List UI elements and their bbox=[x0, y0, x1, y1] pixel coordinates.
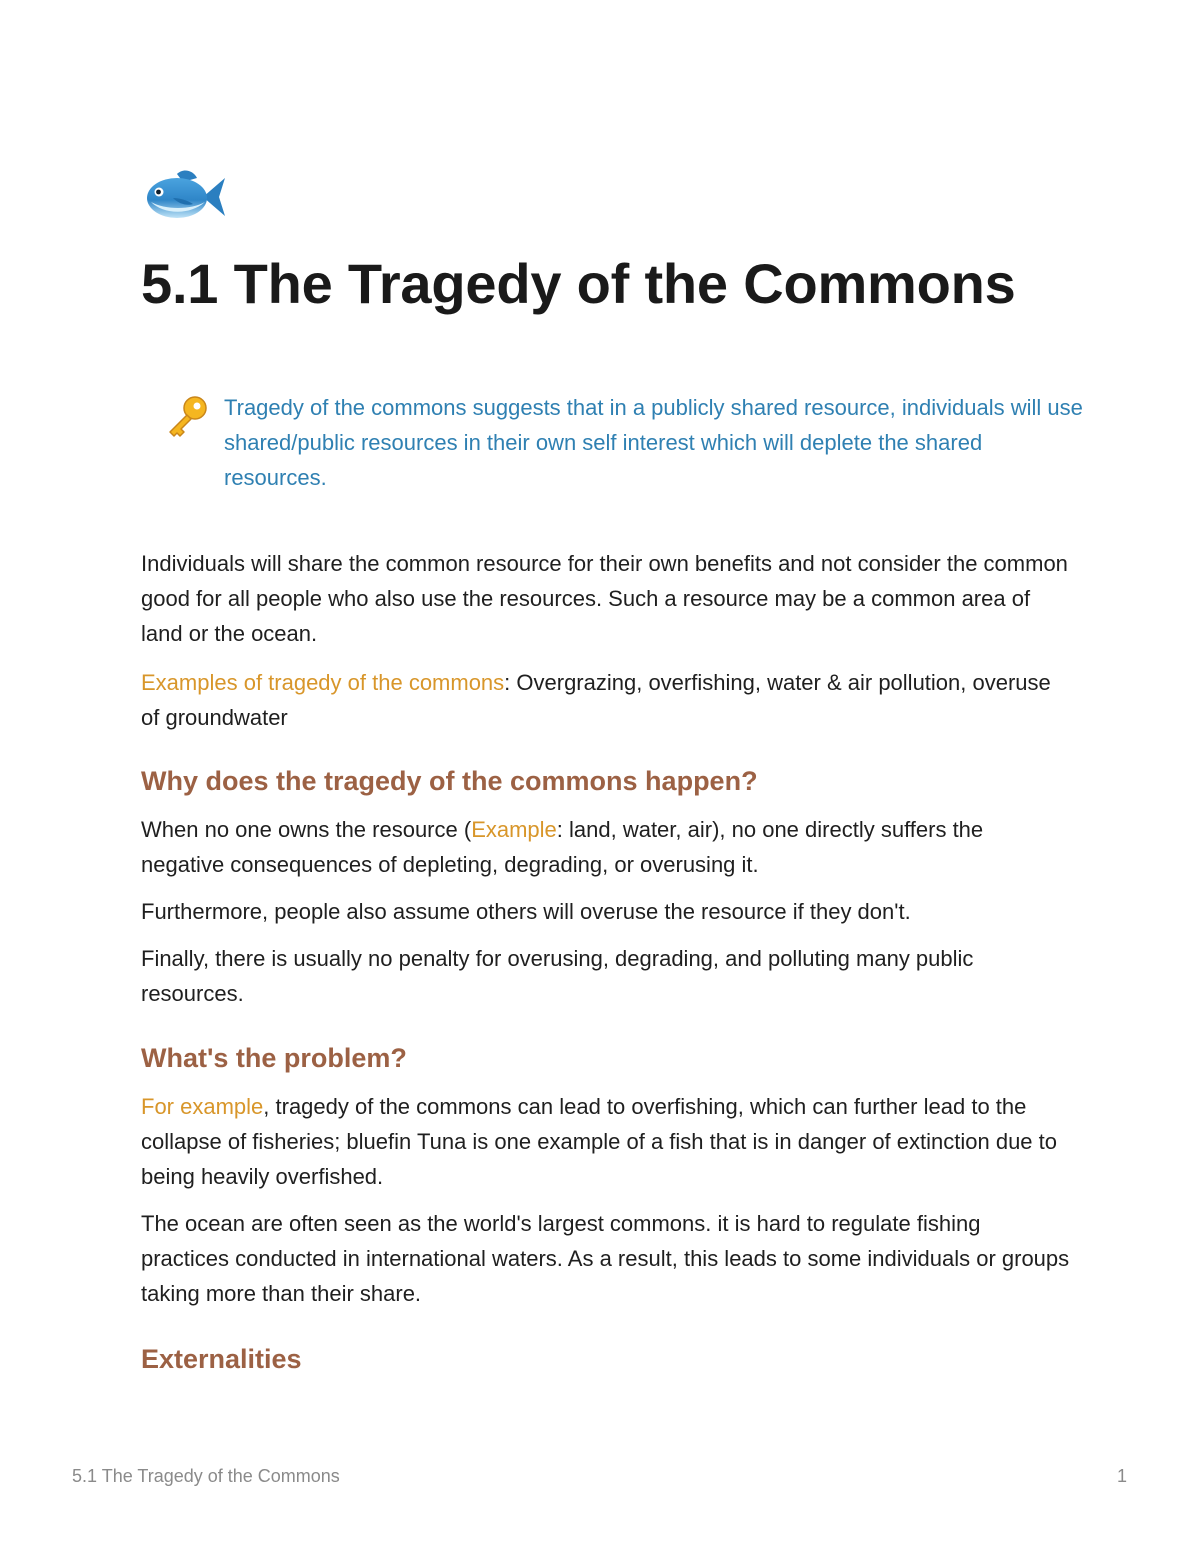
footer-title: 5.1 The Tragedy of the Commons bbox=[72, 1466, 340, 1486]
heading-problem: What's the problem? bbox=[141, 1043, 407, 1073]
why-paragraph-1 bbox=[141, 812, 1071, 882]
intro-paragraph: Individuals will share the common resource for their own benefits and not consider the common good for all people who also use the resources. Such a resource may be a common area of land or the ocean. bbox=[141, 551, 1068, 646]
problem-p1-highlight: For example bbox=[141, 1094, 264, 1119]
heading-why: Why does the tragedy of the commons happen? bbox=[141, 766, 758, 796]
fish-icon bbox=[143, 168, 227, 226]
why-paragraph-3: Finally, there is usually no penalty for overusing, degrading, and polluting many public resources. bbox=[141, 946, 974, 1006]
examples-label: Examples of tragedy of the commons bbox=[141, 670, 505, 695]
why-paragraph-2: Furthermore, people also assume others will overuse the resource if they don't. bbox=[141, 899, 911, 924]
examples-paragraph bbox=[141, 665, 1071, 735]
examples-text: : Overgrazing, overfishing, water & air pollution, overuse of groundwater bbox=[141, 670, 1051, 730]
why-p1-before: When no one owns the resource ( bbox=[141, 817, 472, 842]
heading-externalities: Externalities bbox=[141, 1344, 302, 1374]
problem-p1-after: , tragedy of the commons can lead to overfishing, which can further lead to the collapse of fisheries; bluefin Tuna is one example of a fish that is in danger of extinction due to being heavily overfished. bbox=[141, 1094, 1057, 1189]
why-p1-after: : land, water, air), no one directly suffers the negative consequences of depleting, degrading, or overusing it. bbox=[141, 817, 984, 877]
key-icon bbox=[166, 394, 210, 438]
page-title: 5.1 The Tragedy of the Commons bbox=[141, 252, 1016, 315]
footer-page-number: 1 bbox=[1117, 1466, 1128, 1486]
problem-paragraph-2: The ocean are often seen as the world's largest commons. it is hard to regulate fishing practices conducted in international waters. As a result, this leads to some individuals or groups taking more than their share. bbox=[141, 1211, 1070, 1306]
problem-paragraph-1 bbox=[141, 1089, 1071, 1194]
why-p1-highlight: Example bbox=[471, 817, 557, 842]
callout-text: Tragedy of the commons suggests that in a publicly shared resource, individuals will use shared/public resources in their own self interest which will deplete the shared resources. bbox=[224, 395, 1083, 490]
